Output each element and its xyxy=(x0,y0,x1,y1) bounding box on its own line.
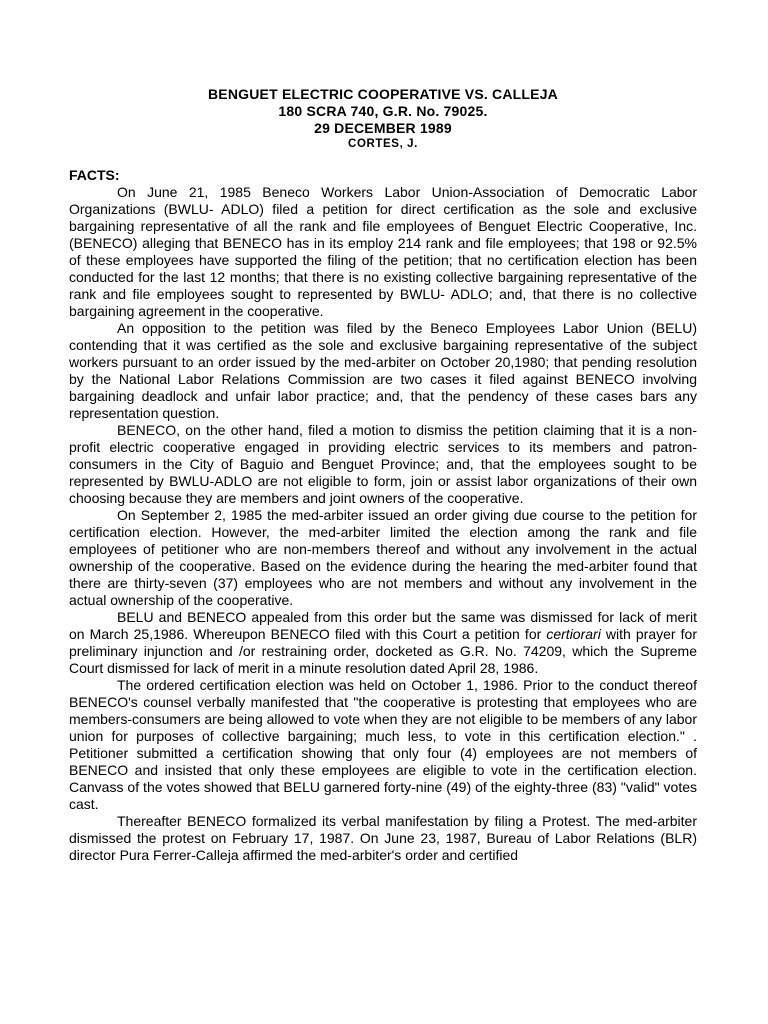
facts-paragraph-4: On September 2, 1985 the med-arbiter issued an order giving due course to the petition for certification election. However, the med-arbiter limited the election among the rank and file employees of petitioner who are non-members thereof and without any involvement in the actual ownership of the cooperative. Based on the evidence during the hearing the med-arbiter found that there are thirty-seven (37) employees who are not members and without any involvement in the actual ownership of the cooperative. xyxy=(69,507,697,608)
facts-paragraph-5 xyxy=(69,609,697,677)
facts-paragraph-2: An opposition to the petition was filed by the Beneco Employees Labor Union (BELU) contending that it was certified as the sole and exclusive bargaining representative of the subject workers pursuant to an order issued by the med-arbiter on October 20,1980; that pending resolution by the National Labor Relations Commission are two cases it filed against BENECO involving bargaining deadlock and unfair labor practice; and, that the pendency of these cases bars any representation question. xyxy=(69,320,697,421)
case-heading xyxy=(69,86,697,152)
facts-paragraph-7: Thereafter BENECO formalized its verbal manifestation by filing a Protest. The med-arbiter dismissed the protest on February 17, 1987. On June 23, 1987, Bureau of Labor Relations (BLR) director Pura Ferrer-Calleja affirmed the med-arbiter's order and certified xyxy=(69,813,697,863)
facts-paragraph-1: On June 21, 1985 Beneco Workers Labor Union-Association of Democratic Labor Organizations (BWLU- ADLO) filed a petition for direct certification as the sole and exclusive bargaining representative of all the rank and file employees of Benguet Electric Cooperative, Inc. (BENECO) alleging that BENECO has in its employ 214 rank and file employees; that 198 or 92.5% of these employees have supported the filing of the petition; that no certification election has been conducted for the last 12 months; that there is no existing collective bargaining representative of the rank and file employees sought to represented by BWLU- ADLO; and, that there is no collective bargaining agreement in the cooperative. xyxy=(69,184,697,319)
case-citation: 180 SCRA 740, G.R. No. 79025. xyxy=(278,103,488,119)
decision-date: 29 DECEMBER 1989 xyxy=(314,120,452,136)
facts-heading: FACTS: xyxy=(69,167,120,183)
certiorari-term: certiorari xyxy=(546,626,601,642)
facts-paragraph-6: The ordered certification election was held on October 1, 1986. Prior to the conduct thereof BENECO's counsel verbally manifested that "the cooperative is protesting that employees who are members-consumers are being allowed to vote when they are not eligible to be members of any labor union for purposes of collective bargaining; much less, to vote in this certification election." . Petitioner submitted a certification showing that only four (4) employees are not members of BENECO and insisted that only these employees are eligible to vote in the certification election. Canvass of the votes showed that BELU garnered forty-nine (49) of the eighty-three (83) "valid" votes cast. xyxy=(69,677,697,812)
facts-body xyxy=(69,184,697,864)
case-title: BENGUET ELECTRIC COOPERATIVE VS. CALLEJA xyxy=(208,86,558,102)
facts-paragraph-3: BENECO, on the other hand, filed a motion to dismiss the petition claiming that it is a non-profit electric cooperative engaged in providing electric services to its members and patron-consumers in the City of Baguio and Benguet Province; and, that the employees sought to be represented by BWLU-ADLO are not eligible to form, join or assist labor organizations of their own choosing because they are members and joint owners of the cooperative. xyxy=(69,422,697,506)
ponente: CORTES, J. xyxy=(348,138,418,150)
paragraph-5-text-before: BELU and BENECO appealed from this order but the same was dismissed for lack of merit on March 25,1986. Whereupon BENECO filed with this Court a petition for xyxy=(69,609,697,642)
document-page xyxy=(69,86,697,864)
paragraph-5-text-after: with prayer for preliminary injunction and /or restraining order, docketed as G.R. No. 74209, which the Supreme Court dismissed for lack of merit in a minute resolution dated April 28, 1986. xyxy=(69,626,697,676)
